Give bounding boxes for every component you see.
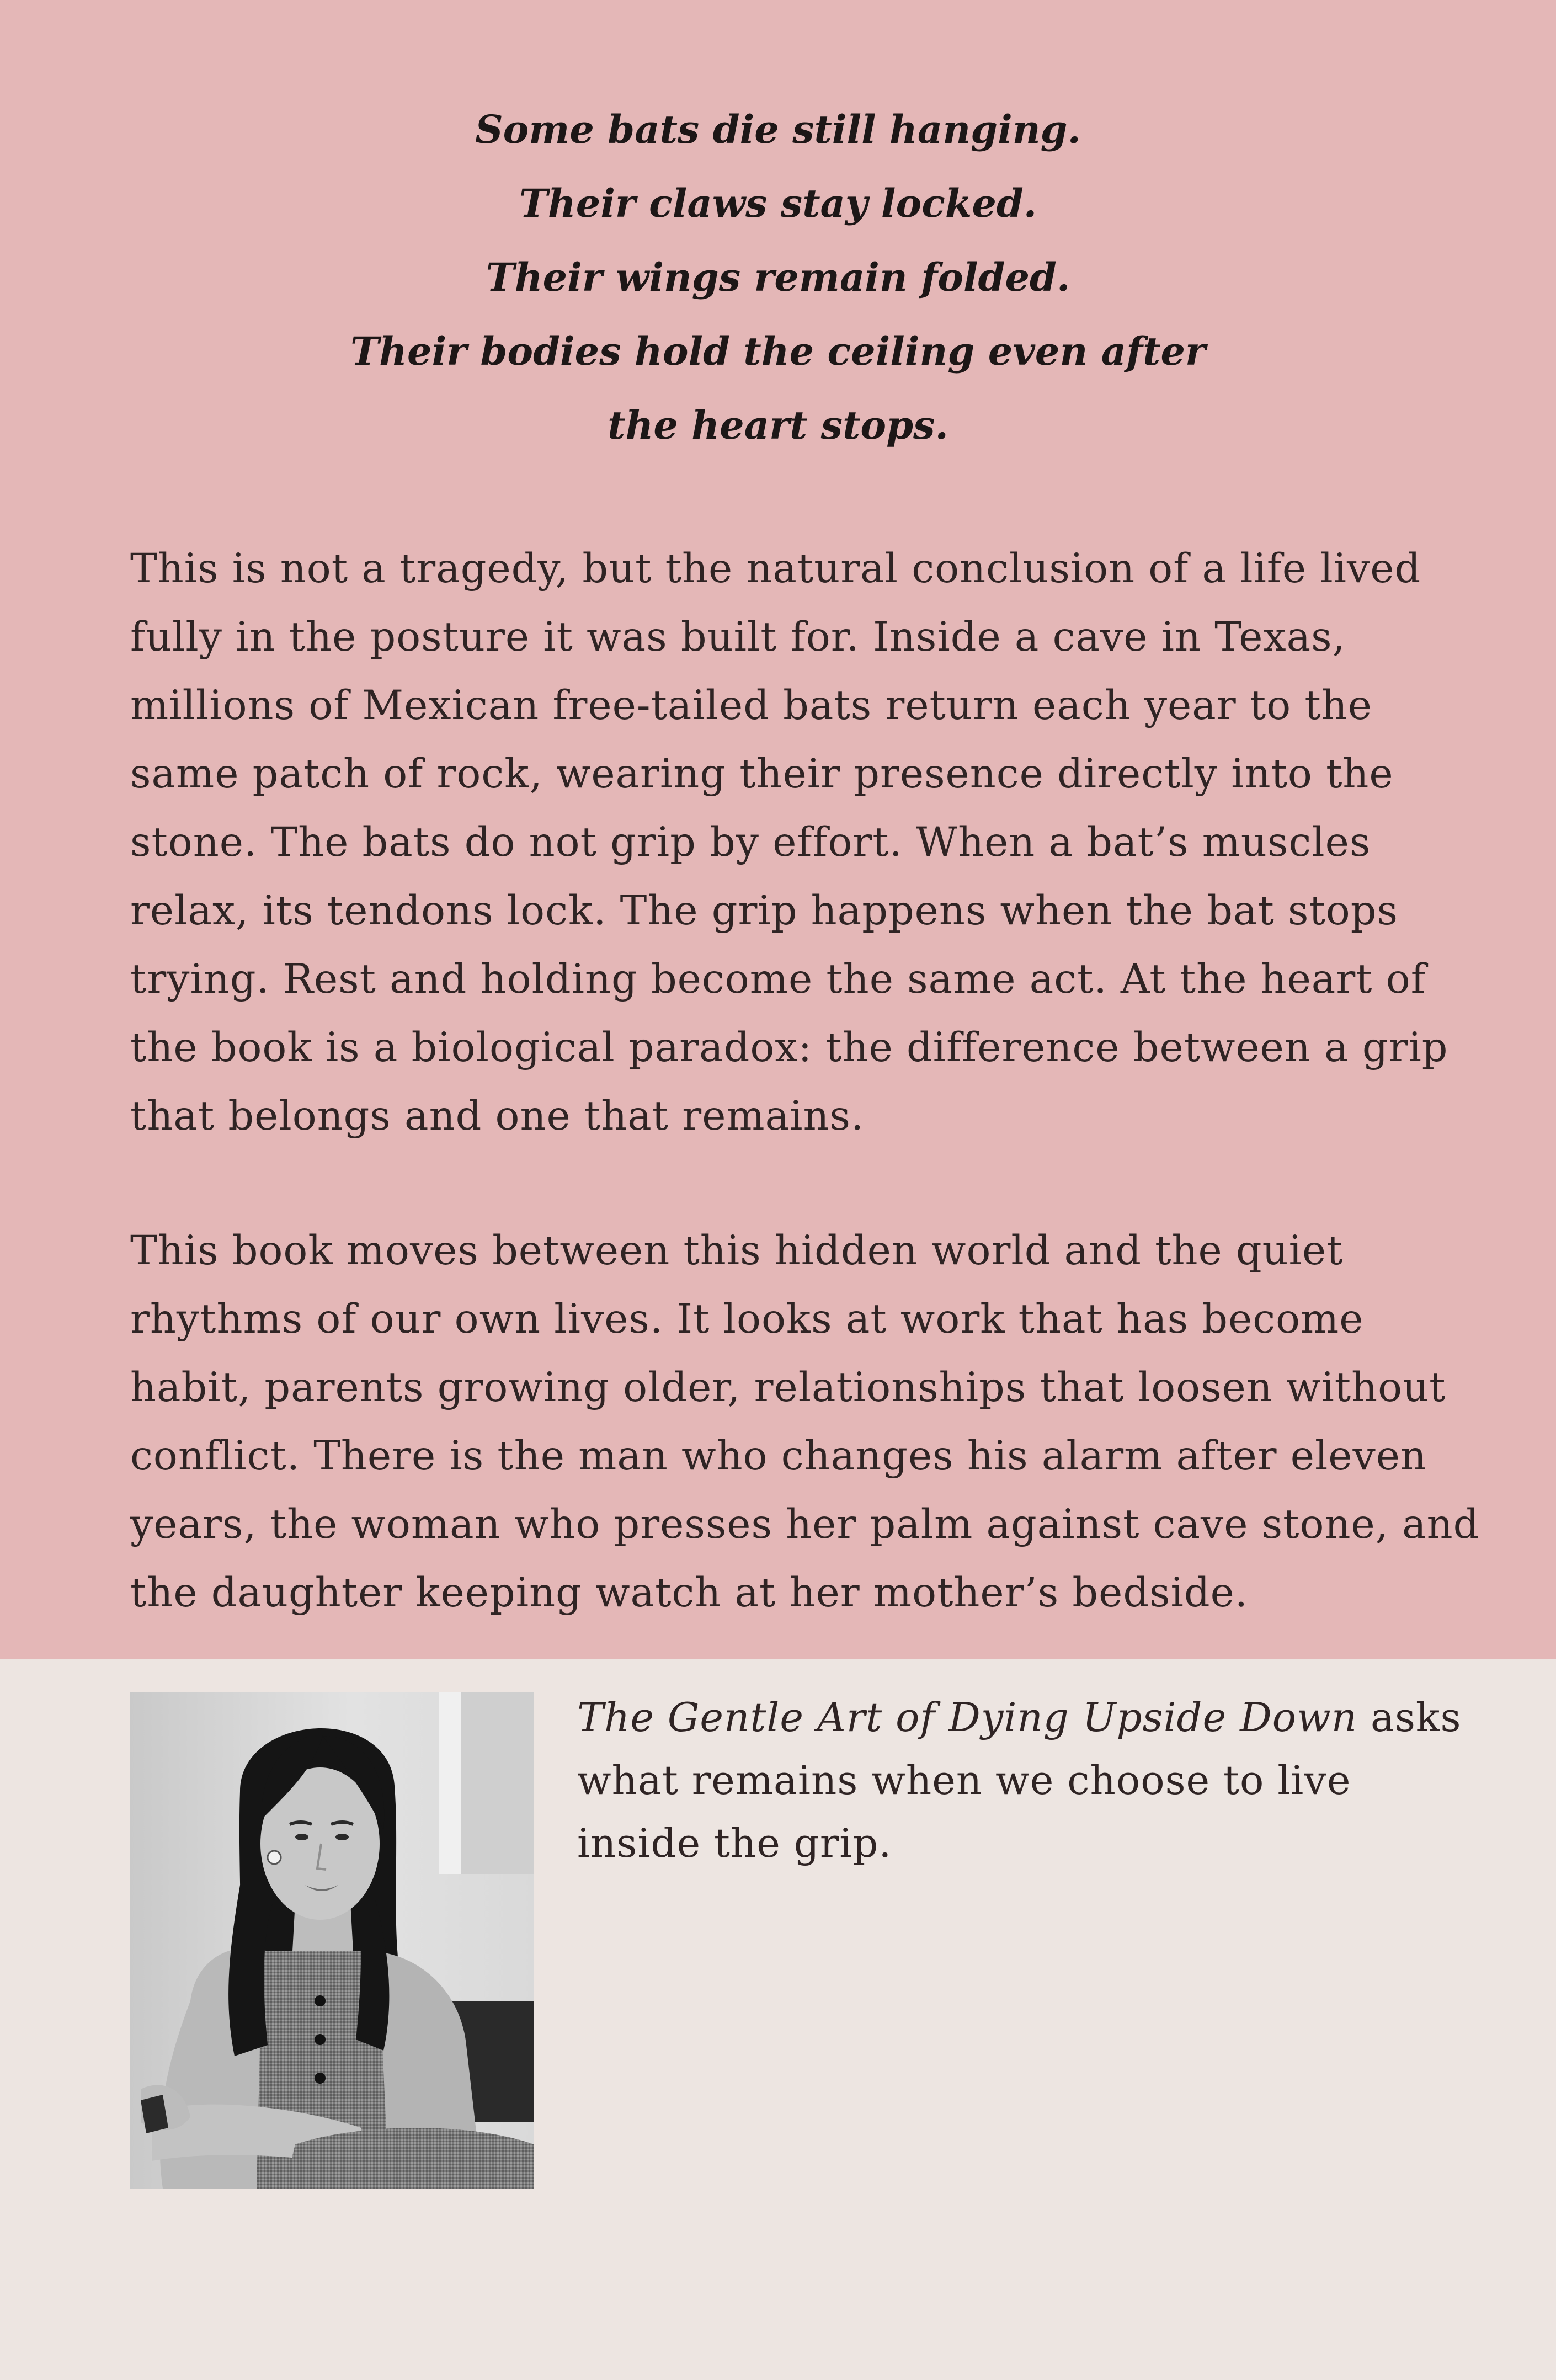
closing-statement xyxy=(577,1686,1462,1875)
closing-line-2: what remains when we choose to live xyxy=(577,1757,1351,1803)
text-line: stone. The bats do not grip by effort. When a bat’s muscles xyxy=(130,819,1371,866)
closing-line-1 xyxy=(577,1686,1462,1749)
text-line: the book is a biological paradox: the difference between a grip xyxy=(130,1024,1448,1071)
text-line: This book moves between this hidden world and the quiet xyxy=(130,1227,1344,1274)
text-line: fully in the posture it was built for. Inside a cave in Texas, xyxy=(130,614,1346,661)
epigraph-line: Some bats die still hanging. xyxy=(475,107,1081,152)
text-line: years, the woman who presses her palm against cave stone, and xyxy=(130,1501,1480,1548)
text-line: millions of Mexican free-tailed bats return each year to the xyxy=(130,682,1372,729)
epigraph xyxy=(0,93,1556,462)
text-line: trying. Rest and holding become the same act. At the heart of xyxy=(130,956,1426,1003)
text-line: habit, parents growing older, relationships that loosen without xyxy=(130,1364,1446,1411)
book-title: The Gentle Art of Dying Upside Down xyxy=(577,1694,1358,1740)
description-paragraph-2 xyxy=(130,1217,1480,1627)
epigraph-line: Their claws stay locked. xyxy=(519,180,1037,226)
text-line: same patch of rock, wearing their presence directly into the xyxy=(130,750,1394,797)
epigraph-line: Their wings remain folded. xyxy=(486,254,1070,300)
author-portrait-illustration xyxy=(130,1692,534,2189)
description-paragraph-1 xyxy=(130,535,1454,1151)
text-line: relax, its tendons lock. The grip happens when the bat stops xyxy=(130,887,1398,934)
closing-line-1-rest: asks xyxy=(1357,1694,1462,1740)
text-line: rhythms of our own lives. It looks at work that has become xyxy=(130,1296,1364,1343)
text-line: the daughter keeping watch at her mother’s bedside. xyxy=(130,1569,1248,1616)
epigraph-line: Their bodies hold the ceiling even after xyxy=(350,328,1206,374)
text-line: that belongs and one that remains. xyxy=(130,1093,865,1140)
text-line: conflict. There is the man who changes his alarm after eleven xyxy=(130,1433,1427,1479)
epigraph-line: the heart stops. xyxy=(608,402,948,448)
author-photo xyxy=(130,1692,534,2189)
closing-line-3: inside the grip. xyxy=(577,1820,892,1866)
text-line: This is not a tragedy, but the natural conclusion of a life lived xyxy=(130,545,1421,592)
